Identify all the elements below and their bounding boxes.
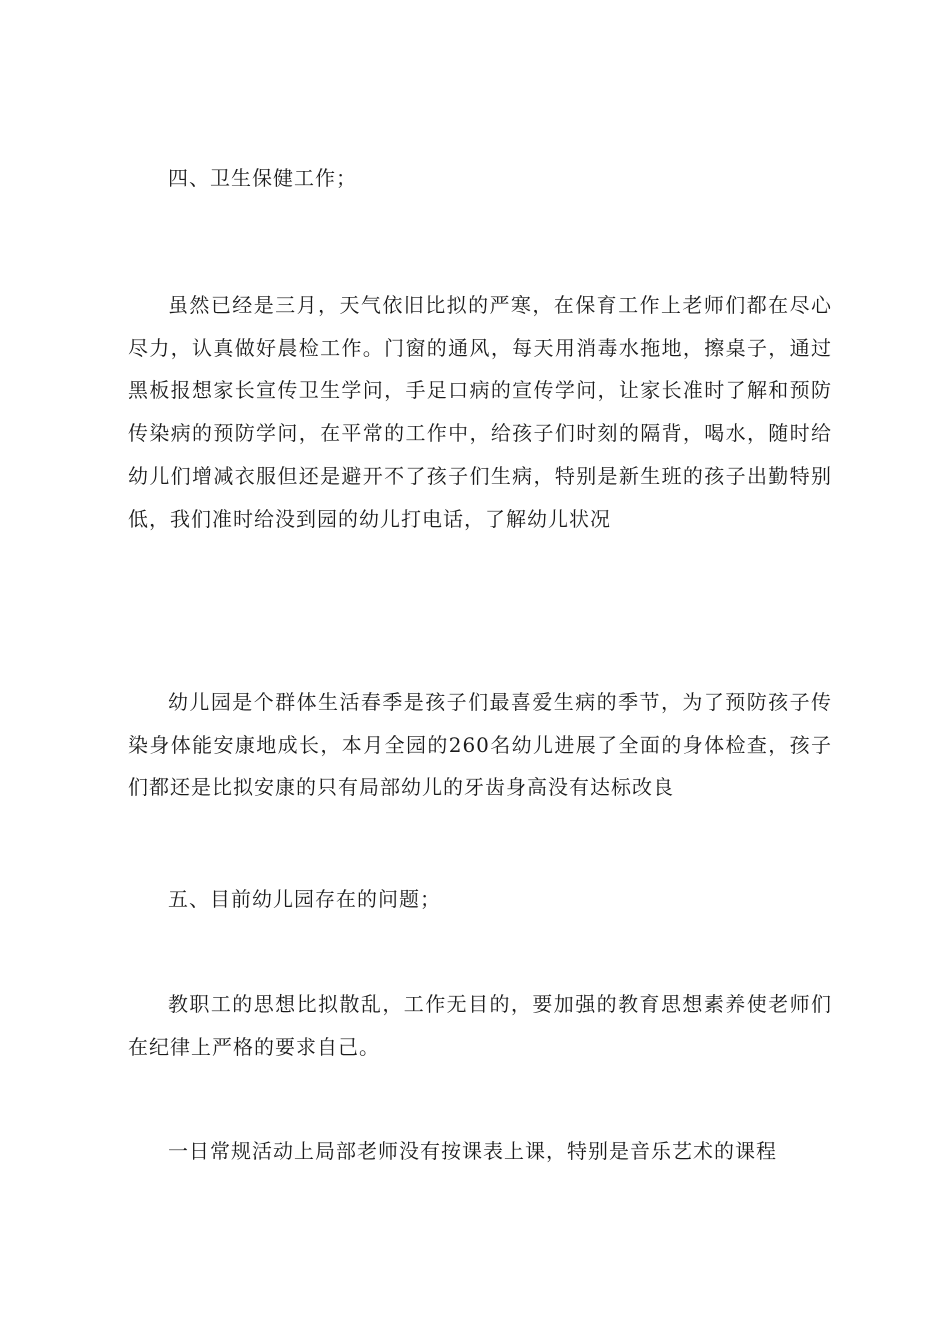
paragraph-daily-routine: 一日常规活动上局部老师没有按课表上课，特别是音乐艺术的课程 [168,1139,777,1163]
paragraph-staff-thinking: 教职工的思想比拟散乱，工作无目的，要加强的教育思想素养使老师们在纪律上严格的要求自己。 [128,992,832,1059]
section-heading-problems: 五、目前幼儿园存在的问题； [168,887,441,911]
section-heading-hygiene: 四、卫生保健工作； [168,166,357,190]
paragraph-hygiene-work: 虽然已经是三月，天气依旧比拟的严寒，在保育工作上老师们都在尽心尽力，认真做好晨检工作。门窗的通风，每天用消毒水拖地，擦桌子，通过黑板报想家长宣传卫生学问，手足口病的宣传学问，让家长准时了解和预防传染病的预防学问，在平常的工作中，给孩子们时刻的隔背，喝水，随时给幼儿们增减衣服但还是避开不了孩子们生病，特别是新生班的孩子出勤特别低，我们准时给没到园的幼儿打电话，了解幼儿状况 [128,293,832,531]
paragraph-health-check: 幼儿园是个群体生活春季是孩子们最喜爱生病的季节，为了预防孩子传染身体能安康地成长，本月全园的260名幼儿进展了全面的身体检查，孩子们都还是比拟安康的只有局部幼儿的牙齿身高没有达标改良 [128,690,832,800]
